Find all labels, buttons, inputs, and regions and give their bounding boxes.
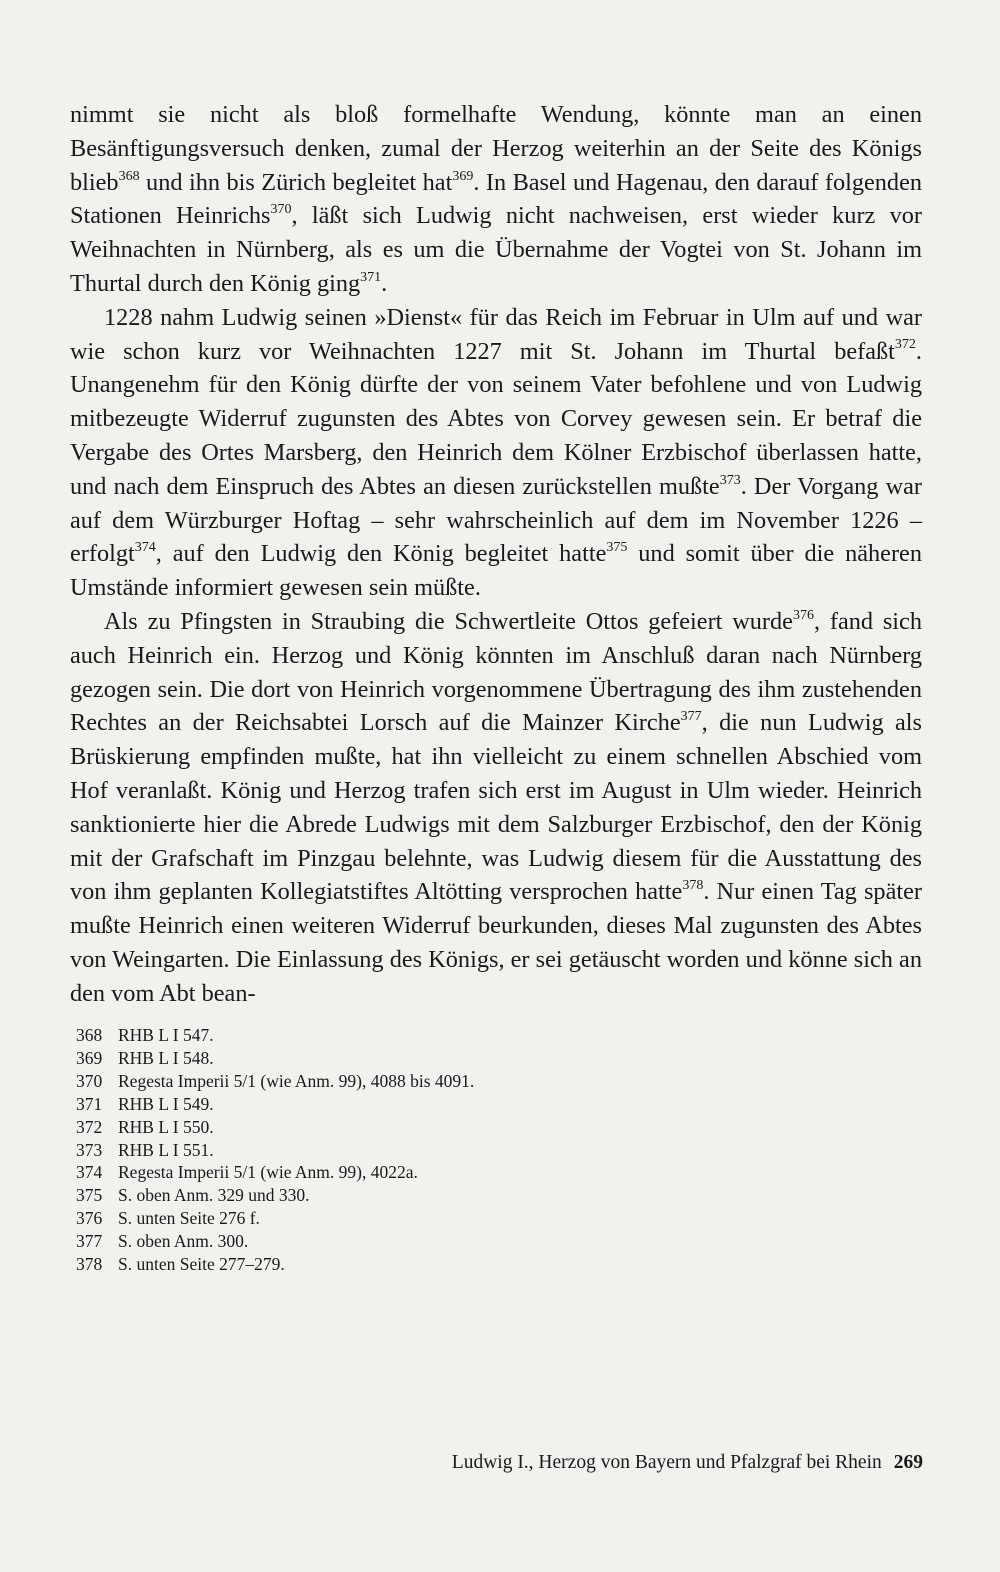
text-run: . Unangenehm für den König dürfte der von seinem Vater befohlene und von Ludwig mitbezeugte Widerruf zugunsten des Abtes von Corvey gewesen sein. Er betraf die Vergabe des Ortes Marsberg, den Heinrich dem Kölner Erzbischof überlassen hatte, und nach dem Einspruch des Abtes an diesen zurückstellen mußte	[70, 337, 922, 500]
running-title: Ludwig I., Herzog von Bayern und Pfalzgraf bei Rhein	[451, 1452, 882, 1473]
footnote	[76, 1253, 916, 1276]
footnote-text: RHB L I 548.	[118, 1047, 214, 1068]
footnote-reference: 371	[360, 269, 382, 285]
text-run: nimmt sie nicht als bloß formelhafte Wendung, könnte man an einen Besänftigungsversuch denken, zumal der Herzog weiterhin an der Seite des Königs blieb	[70, 101, 922, 196]
footnote-number: 372	[76, 1116, 103, 1137]
footnote-text: Regesta Imperii 5/1 (wie Anm. 99), 4088 bis 4091.	[118, 1070, 475, 1091]
footnote	[76, 1047, 916, 1070]
footnote-text: RHB L I 551.	[118, 1139, 214, 1160]
footnote-reference: 373	[719, 472, 741, 488]
footnotes	[76, 1024, 916, 1276]
footnote	[76, 1139, 916, 1162]
footnote-reference: 374	[134, 540, 156, 556]
text-run: , die nun Ludwig als Brüskierung empfinden mußte, hat ihn vielleicht zu einem schnellen Abschied vom Hof veranlaßt. König und Herzog trafen sich erst im August in Ulm wieder. Heinrich sanktionierte hier die Abrede Ludwigs mit dem Salzburger Erzbischof, den der König mit der Grafschaft im Pinzgau belehnte, was Ludwig diesem für die Ausstattung des von ihm geplanten Kollegiatstiftes Altötting versprochen hatte	[70, 709, 922, 906]
footnote-text: S. oben Anm. 300.	[118, 1231, 249, 1252]
footnote-text: S. unten Seite 277–279.	[118, 1254, 285, 1275]
footnote-reference: 368	[118, 168, 140, 184]
footnote-text: RHB L I 547.	[118, 1025, 214, 1045]
footnote-number: 370	[76, 1070, 103, 1091]
main-text	[70, 98, 922, 1011]
text-run: und ihn bis Zürich begleitet hat	[139, 168, 453, 196]
footnote	[76, 1184, 916, 1207]
text-run: . Nur einen Tag später mußte Heinrich einen weiteren Widerruf beurkunden, dieses Mal zugunsten des Abtes von Weingarten. Die Einlassung des Königs, er sei getäuscht worden und könne sich an den vom Abt bean-	[70, 878, 922, 1007]
text-run: , fand sich auch Heinrich ein. Herzog und König könnten im Anschluß daran nach Nürnberg gezogen sein. Die dort von Heinrich vorgenommene Übertragung des ihm zustehenden Rechtes an der Reichsabtei Lorsch auf die Mainzer Kirche	[70, 607, 922, 737]
footnote-number: 378	[76, 1254, 103, 1275]
footnote-text: Regesta Imperii 5/1 (wie Anm. 99), 4022a.	[118, 1162, 418, 1183]
footnote-number: 373	[76, 1139, 103, 1160]
running-footer	[452, 1452, 923, 1474]
footnote-reference: 375	[606, 540, 628, 556]
paragraph	[70, 605, 922, 1011]
footnote-text: S. oben Anm. 329 und 330.	[118, 1185, 310, 1206]
footnote-reference: 378	[682, 878, 704, 894]
text-run: . Der Vorgang war auf dem Würzburger Hoftag – sehr wahrscheinlich auf dem im November 1226 – erfolgt	[70, 472, 922, 568]
footnote-number: 375	[76, 1185, 103, 1206]
footnote-number: 377	[76, 1231, 103, 1252]
footnote-number: 376	[76, 1208, 103, 1229]
footnote	[76, 1070, 916, 1093]
footnote	[76, 1093, 916, 1116]
footnote	[76, 1161, 916, 1184]
footnote-number: 368	[76, 1025, 103, 1045]
text-run: .	[381, 269, 388, 297]
footnote-text: RHB L I 549.	[118, 1093, 214, 1114]
footnote-reference: 376	[792, 607, 814, 623]
footnote	[76, 1230, 916, 1253]
footnote-number: 369	[76, 1047, 103, 1068]
footnote	[76, 1116, 916, 1139]
footnote-text: RHB L I 550.	[118, 1116, 214, 1137]
text-run: und somit über die näheren Umstände informiert gewesen sein müßte.	[70, 540, 922, 602]
footnote	[76, 1024, 916, 1047]
footnote-reference: 370	[270, 202, 292, 218]
text-run: , läßt sich Ludwig nicht nachweisen, erst wieder kurz vor Weihnachten in Nürnberg, als es um die Übernahme der Vogtei von St. Johann im Thurtal durch den König ging	[70, 202, 922, 297]
footnote	[76, 1207, 916, 1230]
text-run: , auf den Ludwig den König begleitet hatte	[155, 540, 607, 568]
footnote-text: S. unten Seite 276 f.	[118, 1208, 260, 1229]
text-run: . In Basel und Hagenau, den darauf folgenden Stationen Heinrichs	[70, 168, 923, 230]
footnote-reference: 377	[680, 709, 702, 725]
paragraph	[70, 301, 922, 605]
text-run: Als zu Pfingsten in Straubing die Schwertleite Ottos gefeiert wurde	[104, 607, 793, 635]
footnote-number: 371	[76, 1093, 103, 1114]
text-run: 1228 nahm Ludwig seinen »Dienst« für das Reich im Februar in Ulm auf und war wie schon kurz vor Weihnachten 1227 mit St. Johann im Thurtal befaßt	[70, 303, 922, 365]
paragraph	[70, 98, 922, 301]
footnote-reference: 369	[452, 168, 474, 184]
footnote-number: 374	[76, 1162, 103, 1183]
footnote-reference: 372	[894, 337, 916, 353]
page-number: 269	[893, 1452, 923, 1473]
